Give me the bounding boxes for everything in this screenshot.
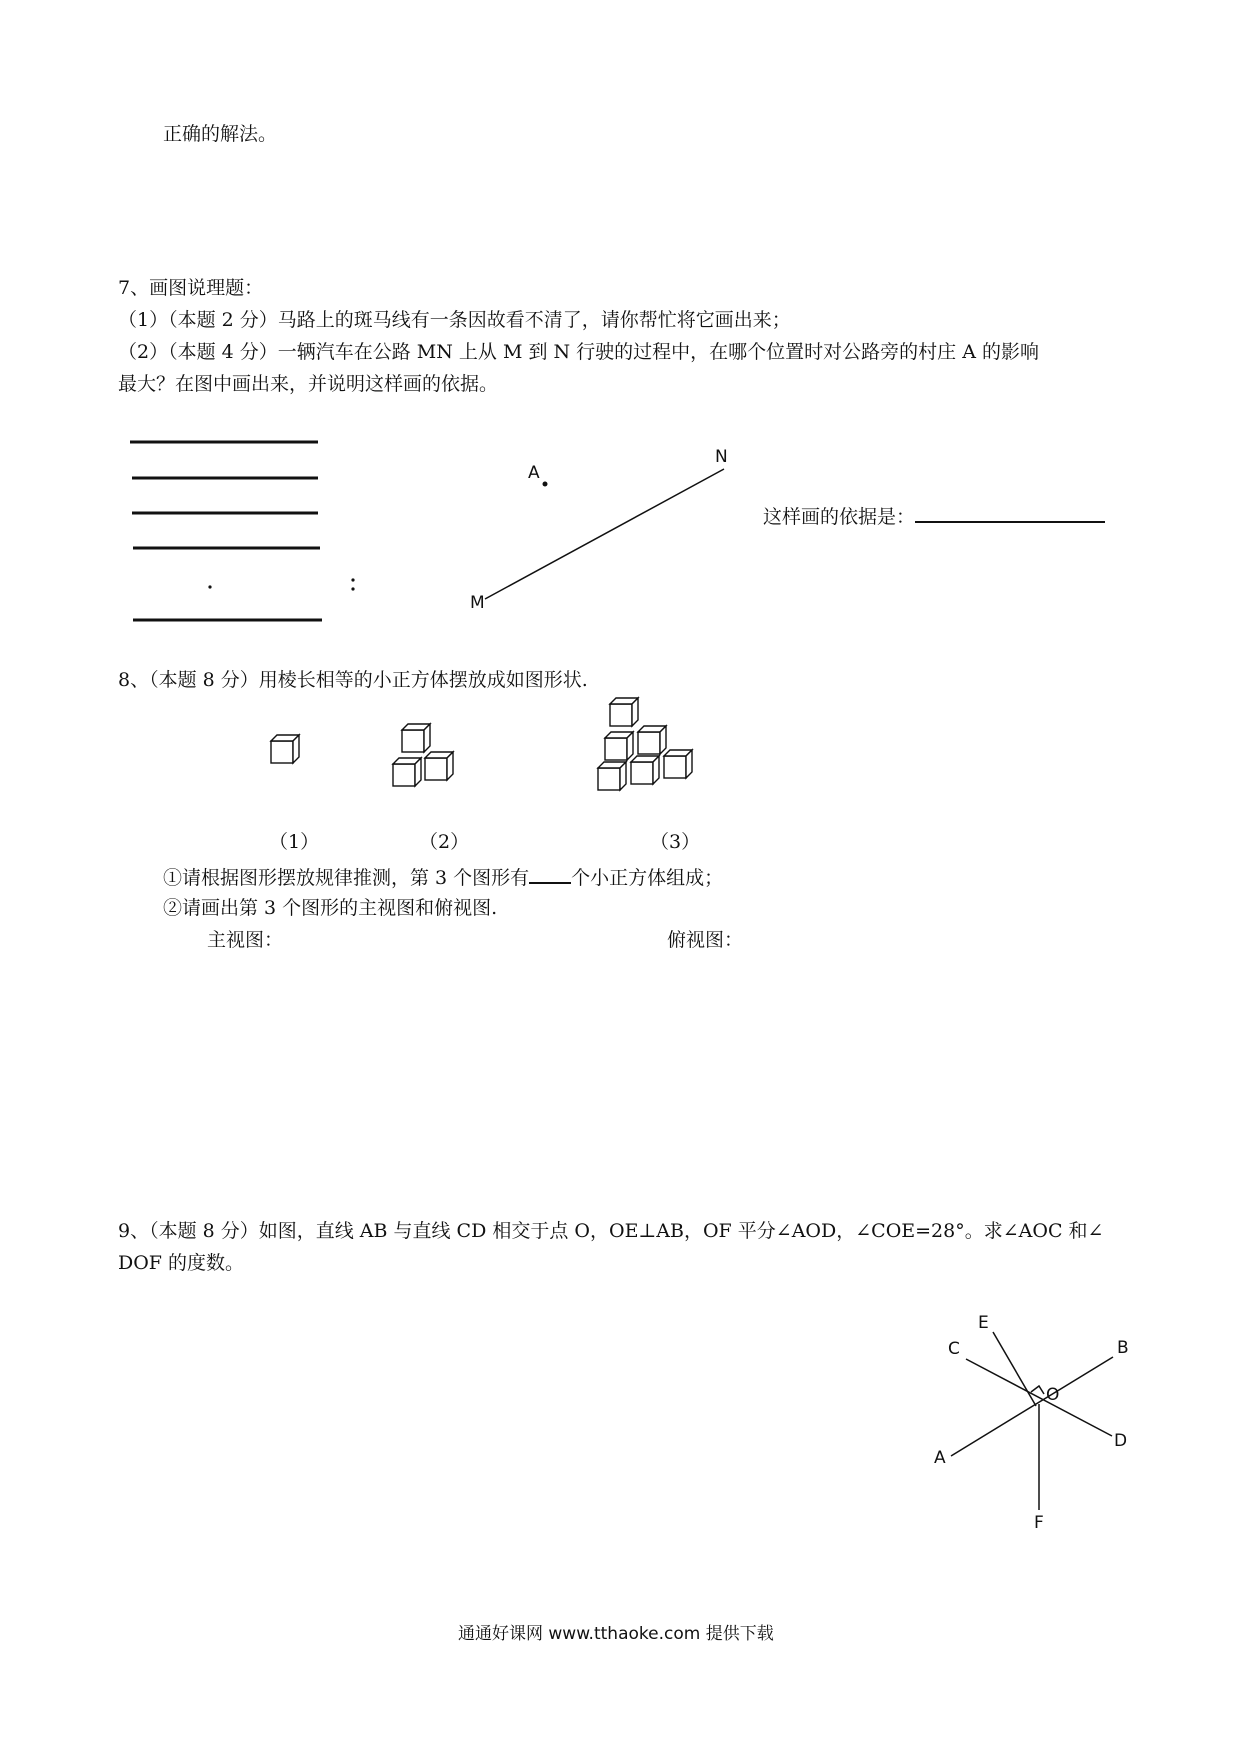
footer-credit: 通通好课网 www.tthaoke.com 提供下载 (458, 1624, 774, 1644)
q7-part1: （1）（本题 2 分）马路上的斑马线有一条因故看不清了，请你帮忙将它画出来； (118, 309, 791, 331)
label-d9: D (1114, 1431, 1128, 1451)
q9-line2: DOF 的度数。 (118, 1252, 245, 1274)
label-b9: B (1117, 1338, 1129, 1358)
q8-sub1-after: 个小正方体组成； (571, 867, 724, 889)
label-a: A (528, 463, 540, 483)
label-m: M (470, 593, 485, 613)
label-o9: O (1046, 1385, 1060, 1405)
fig-label-2: （2） (419, 831, 470, 853)
q7-title: 7、画图说理题： (118, 277, 264, 299)
q7-part2-line1: （2）（本题 4 分）一辆汽车在公路 MN 上从 M 到 N 行驶的过程中，在哪个位置时对公路旁的村庄 A 的影响 (118, 341, 1039, 363)
label-a9: A (934, 1448, 946, 1468)
label-f9: F (1034, 1513, 1044, 1533)
top-view-label: 俯视图： (667, 929, 744, 951)
ray-oe (993, 1332, 1036, 1406)
label-e9: E (978, 1313, 989, 1333)
line-ab (951, 1357, 1113, 1456)
label-n: N (715, 447, 728, 467)
q8-sub2: ②请画出第 3 个图形的主视图和俯视图. (163, 897, 498, 919)
fig-label-1: （1） (269, 831, 320, 853)
fig-label-3: （3） (650, 831, 701, 853)
right-angle-mark (1031, 1386, 1044, 1394)
q7-part2-line2: 最大？在图中画出来，并说明这样画的依据。 (118, 373, 499, 395)
q7-basis-label: 这样画的依据是： (763, 506, 916, 528)
q9-line1: 9、（本题 8 分）如图，直线 AB 与直线 CD 相交于点 O，OE⊥AB，OF 平分∠AOD，∠COE=28°。求∠AOC 和∠ (118, 1220, 1104, 1242)
label-c9: C (948, 1339, 960, 1359)
front-view-label: 主视图： (207, 929, 284, 951)
q8-sub1-before: ①请根据图形摆放规律推测，第 3 个图形有 (163, 867, 530, 889)
q8-title: 8、（本题 8 分）用棱长相等的小正方体摆放成如图形状. (118, 669, 588, 691)
continuation-text: 正确的解法。 (163, 123, 278, 145)
